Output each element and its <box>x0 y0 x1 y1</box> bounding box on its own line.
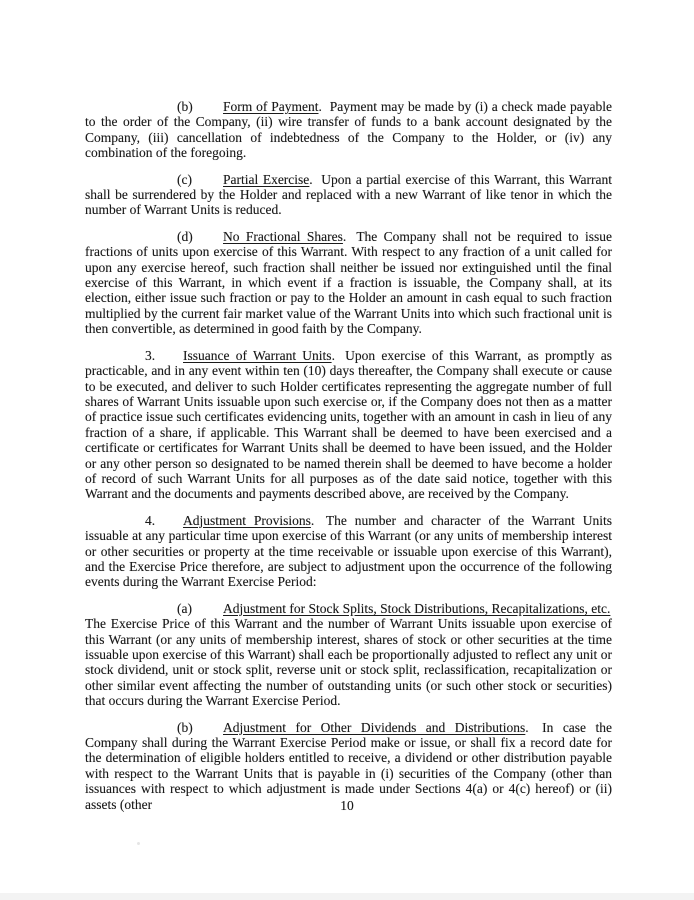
paragraph-label: (b) <box>177 719 193 735</box>
paragraph-heading: Form of Payment <box>223 99 319 114</box>
heading-period: . <box>331 347 335 363</box>
paragraph-text: The Company shall not be required to issue fractions of units upon exercise of this Warrant. With respect to any fraction of a unit called for upon any exercise hereof, such fraction shall neither be issued nor extinguished until the final exercise of this Warrant, in which event if a fraction is issuable, the Company shall, at its election, either issue such fraction or pay to the Holder an amount in cash equal to such fraction multiplied by the current fair market value of the Warrant Units into which such fractional unit is then convertible, as determined in good faith by the Company. <box>85 228 612 337</box>
paragraph-adjustment-stock-splits <box>85 601 612 709</box>
paragraph-heading: Partial Exercise <box>223 171 310 187</box>
paragraph-issuance-of-warrant-units <box>85 348 612 502</box>
paragraph-text: The Exercise Price of this Warrant and the number of Warrant Units issuable upon exercise of this Warrant (or any units of membership interest, shares of stock or other securities at the time issuable upon exercise of this Warrant) shall each be proportionally adjusted to reflect any unit or stock dividend, unit or stock split, reverse unit or stock split, reclassification, recapitalization or other similar event affecting the number of outstanding units (or such other stock or securities) that occurs during the Warrant Exercise Period. <box>85 616 612 709</box>
heading-period: . <box>342 228 347 244</box>
paragraph-adjustment-provisions <box>85 513 612 590</box>
heading-period: . <box>318 99 322 114</box>
page-number: 10 <box>340 798 354 813</box>
scan-artifact-speck <box>137 842 140 845</box>
paragraph-partial-exercise <box>85 172 612 218</box>
paragraph-text: Upon exercise of this Warrant, as promptly as practicable, and in any event within ten (10) days thereafter, the Company shall execute or cause to be executed, and deliver to such Holder certificates representing the aggregate number of full shares of Warrant Units issuable upon such exercise or, if the Company does not then as a matter of practice issue such certificates evidencing units, together with an amount in cash in lieu of any fraction of a share, if applicable. This Warrant shall be deemed to have been exercised and a certificate or certificates for Warrant Units shall be deemed to have been issued, and the Holder or any other person so designated to be named therein shall be deemed to have become a holder of record of such Warrant Units for all purposes as of the date said notice, together with this Warrant and the documents and payments described above, are received by the Company. <box>85 347 612 502</box>
paragraph-label: (a) <box>177 600 192 616</box>
document-body <box>85 99 612 823</box>
paragraph-heading: No Fractional Shares <box>223 228 343 244</box>
section-heading: Issuance of Warrant Units <box>183 347 332 363</box>
section-number: 3. <box>145 347 156 363</box>
paragraph-heading: Adjustment for Stock Splits, Stock Distributions, Recapitalizations, etc. <box>223 600 611 616</box>
paragraph-form-of-payment <box>85 99 612 161</box>
heading-period: . <box>310 512 315 528</box>
paragraph-no-fractional-shares <box>85 229 612 337</box>
paragraph-label: (b) <box>177 99 193 114</box>
section-heading: Adjustment Provisions <box>183 512 311 528</box>
paragraph-text: Payment may be made by (i) a check made payable to the order of the Company, (ii) wire transfer of funds to a bank account designated by the Company, (iii) cancellation of indebtedness of the Company to the Holder, or (iv) any combination of the foregoing. <box>85 99 612 161</box>
scan-artifact-bottom-strip <box>0 893 694 900</box>
paragraph-label: (d) <box>177 228 193 244</box>
paragraph-text: In case the Company shall during the Warrant Exercise Period make or issue, or shall fix a record date for the determination of eligible holders entitled to receive, a dividend or other distribution payable with respect to the Warrant Units that is payable in (i) securities of the Company (other than issuances with respect to which adjustment is made under Sections 4(a) or 4(c) hereof) or (ii) assets (other <box>85 719 612 812</box>
heading-period: . <box>309 171 313 187</box>
paragraph-text: Upon a partial exercise of this Warrant, this Warrant shall be surrendered by the Holder and replaced with a new Warrant of like tenor in which the number of Warrant Units is reduced. <box>85 171 613 218</box>
section-number: 4. <box>145 512 156 528</box>
paragraph-heading: Adjustment for Other Dividends and Distributions <box>223 719 526 735</box>
paragraph-label: (c) <box>177 171 192 187</box>
paragraph-text: The number and character of the Warrant Units issuable at any particular time upon exercise of this Warrant (or any units of membership interest or other securities or property at the time receivable or issuable upon exercise of this Warrant), and the Exercise Price therefore, are subject to adjustment upon the occurrence of the following events during the Warrant Exercise Period: <box>85 512 612 590</box>
heading-period: . <box>525 719 529 735</box>
